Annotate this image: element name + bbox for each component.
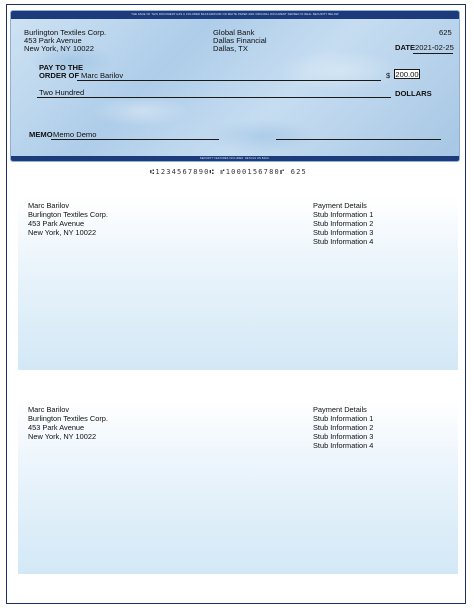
amount-words: Two Hundred bbox=[39, 88, 85, 97]
amount-words-underline bbox=[37, 97, 391, 98]
stub-payee-address-1: 453 Park Avenue bbox=[28, 219, 85, 228]
bank-line-3: Dallas, TX bbox=[213, 44, 248, 53]
stub-info-3: Stub Information 3 bbox=[313, 432, 374, 441]
micr-line: ⑆1234567890⑆ ⑈1000156780⑈ 625 bbox=[150, 168, 307, 176]
dollars-label: DOLLARS bbox=[395, 89, 432, 98]
memo-underline bbox=[51, 139, 219, 140]
stub-info-3: Stub Information 3 bbox=[313, 228, 374, 237]
bank-name: Global Bank bbox=[213, 28, 255, 37]
date-label: DATE bbox=[395, 43, 416, 52]
stub-info-2: Stub Information 2 bbox=[313, 423, 374, 432]
memo-label: MEMO bbox=[29, 130, 53, 139]
date-value: 2021-02-25 bbox=[415, 43, 454, 52]
check bbox=[10, 10, 460, 162]
signature-line bbox=[276, 139, 441, 140]
payee-underline bbox=[77, 80, 381, 81]
date-underline bbox=[413, 53, 453, 54]
stub-info-4: Stub Information 4 bbox=[313, 237, 374, 246]
stub-info-4: Stub Information 4 bbox=[313, 441, 374, 450]
order-of-label: ORDER OF bbox=[39, 71, 80, 80]
amount-box: 200.00 bbox=[395, 70, 419, 79]
stub-info-1: Stub Information 1 bbox=[313, 210, 374, 219]
payer-address-2: New York, NY 10022 bbox=[24, 44, 94, 53]
payee-name: Marc Barilov bbox=[81, 71, 124, 80]
pay-to-label: PAY TO THE bbox=[39, 63, 84, 72]
payer-address-1: 453 Park Avenue bbox=[24, 36, 82, 45]
stub-payee-company: Burlington Textiles Corp. bbox=[28, 210, 108, 219]
stub-payment-details: Payment Details bbox=[313, 405, 367, 414]
stub-info-1: Stub Information 1 bbox=[313, 414, 374, 423]
security-text-top: THE FACE OF THIS DOCUMENT HAS A COLORED BACKGROUND ON WHITE PAPER AND ORIGINAL DOCUMENT SENSED IN REAL SECURITY BELOW bbox=[11, 11, 459, 19]
stub-1 bbox=[18, 196, 458, 370]
stub-payee-address-2: New York, NY 10022 bbox=[28, 432, 97, 441]
stub-payee-name: Marc Barilov bbox=[28, 405, 70, 414]
security-text-bottom: SECURITY FEATURES INCLUDED. DETAILS ON BACK. bbox=[11, 156, 459, 161]
payer-name: Burlington Textiles Corp. bbox=[24, 28, 107, 37]
currency-symbol: $ bbox=[386, 71, 391, 80]
memo-value: Memo Demo bbox=[53, 130, 97, 139]
stub-payee-address-2: New York, NY 10022 bbox=[28, 228, 97, 237]
check-number: 625 bbox=[439, 28, 452, 37]
bank-line-2: Dallas Financial bbox=[213, 36, 267, 45]
stub-payee-company: Burlington Textiles Corp. bbox=[28, 414, 108, 423]
stub-payment-details: Payment Details bbox=[313, 201, 367, 210]
stub-info-2: Stub Information 2 bbox=[313, 219, 374, 228]
stub-payee-name: Marc Barilov bbox=[28, 201, 70, 210]
stub-payee-address-1: 453 Park Avenue bbox=[28, 423, 85, 432]
stub-2 bbox=[18, 400, 458, 574]
